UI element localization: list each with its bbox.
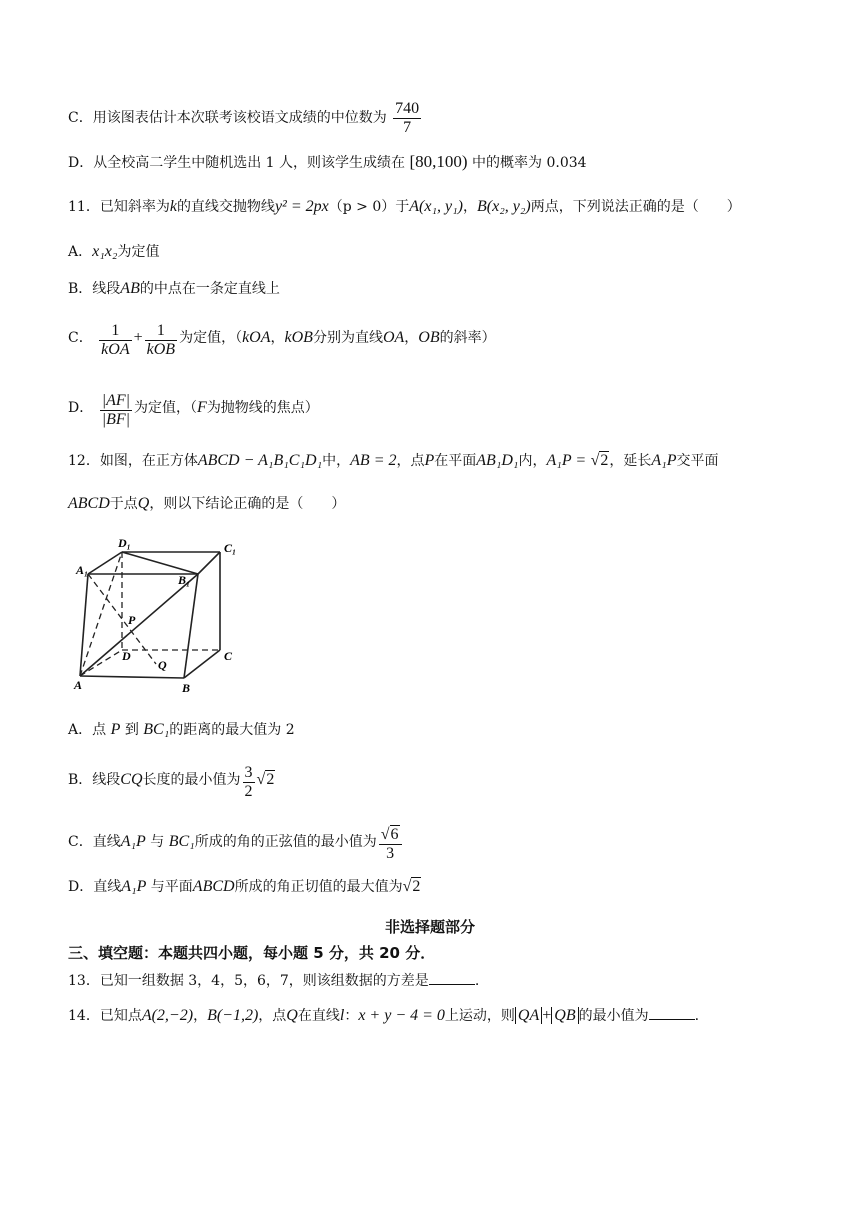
fraction-af-bf: $\frac{|AF|}{|BF|}$ bbox=[101, 392, 131, 428]
q11-option-d: D． $\frac{|AF|}{|BF|}$ 为定值，（F为抛物线的焦点） bbox=[68, 392, 319, 428]
fraction-sqrt6-3: $\frac{√6}{3}$ bbox=[379, 826, 402, 863]
label-C1: C₁ bbox=[224, 541, 237, 555]
q11-option-b: B．线段AB的中点在一条定直线上 bbox=[68, 280, 280, 297]
sqrt-2: √2 bbox=[590, 452, 609, 469]
fraction-3-2: $\frac{3}{2}$ bbox=[244, 764, 253, 800]
q12-option-d: D．直线A₁P 与平面ABCD所成的角正切值的最大值为√2 bbox=[68, 878, 421, 895]
label-D: D bbox=[122, 649, 131, 663]
label-Q: Q bbox=[158, 658, 167, 672]
sqrt-2: √2 bbox=[256, 771, 275, 788]
answer-blank-q13[interactable] bbox=[429, 970, 475, 985]
label-D1: D₁ bbox=[118, 536, 131, 550]
fraction-1-koa: $\frac{1}{\text{kOA}}$ bbox=[101, 322, 130, 358]
edge-B1-C1 bbox=[198, 552, 220, 574]
hidden-edge-A-D bbox=[80, 650, 122, 676]
label-A1: A₁ bbox=[76, 563, 89, 577]
q11-option-c: C． $\frac{1}{\text{kOA}}$ + $\frac{1}{\text{kOB}}$ 为定值，（kOA，kOB分别为直线OA，OB的斜率） bbox=[68, 322, 496, 358]
cube-figure bbox=[72, 536, 252, 696]
q12-stem-line2: ABCD于点Q，则以下结论正确的是（ ） bbox=[68, 495, 346, 512]
edge-A-B bbox=[80, 676, 184, 678]
q10-option-d: D．从全校高二学生中随机选出 1 人，则该学生成绩在 [80,100) 中的概率为 0.034 bbox=[68, 152, 587, 171]
q12-stem-line1: 12．如图，在正方体ABCD − A₁B₁C₁D₁中，AB = 2，点P在平面AB₁D₁内，A₁P = √2，延长A₁P交平面 bbox=[68, 452, 719, 469]
diag-D1-B1 bbox=[122, 552, 198, 574]
section-title: 非选择题部分 bbox=[384, 918, 475, 936]
fraction-740-7: $\frac{740}{7}$ bbox=[395, 100, 420, 136]
q13: 13．已知一组数据 3，4，5，6，7，则该组数据的方差是 . bbox=[68, 970, 479, 991]
edge-A1-A bbox=[80, 574, 88, 676]
fraction-1-kob: $\frac{1}{\text{kOB}}$ bbox=[146, 322, 176, 358]
label-B1: B₁ bbox=[178, 573, 191, 587]
label-P: P bbox=[128, 613, 136, 627]
edge-A1-D1 bbox=[88, 552, 122, 574]
edge-B1-B bbox=[184, 574, 198, 678]
sqrt-2: √2 bbox=[402, 878, 421, 895]
q11-option-a: A．x₁x₂为定值 bbox=[68, 243, 160, 260]
q12-option-b: B．线段CQ长度的最小值为 $\frac{3}{2}$ √2 bbox=[68, 764, 275, 800]
q12-option-a: A．点 P 到 BC₁的距离的最大值为 2 bbox=[68, 721, 295, 738]
part3-heading: 三、填空题：本题共四小题，每小题 5 分，共 20 分． bbox=[68, 944, 436, 962]
sqrt-6: √6 bbox=[380, 826, 399, 843]
label-C: C bbox=[224, 649, 233, 663]
answer-blank-q14[interactable] bbox=[649, 1005, 695, 1020]
edge-B-C bbox=[184, 650, 220, 678]
label-B: B bbox=[182, 681, 191, 695]
q14: 14．已知点A(2,−2)，B(−1,2)，点Q在直线l：x + y − 4 = 0上运动，则 QA + QB 的最小值为 . bbox=[68, 1007, 700, 1024]
q10-option-c: C．用该图表估计本次联考该校语文成绩的中位数为 $\frac{740}{7}$ bbox=[68, 100, 420, 136]
q11-stem: 11．已知斜率为k的直线交抛物线y² = 2px（p > 0）于A(x₁, y₁)，B(x₂, y₂)两点，下列说法正确的是（ ） bbox=[68, 198, 741, 215]
q12-option-c: C．直线A₁P 与 BC₁所成的角的正弦值的最小值为 $\frac{√6}{3}$ bbox=[68, 826, 404, 863]
label-A: A bbox=[74, 678, 83, 692]
